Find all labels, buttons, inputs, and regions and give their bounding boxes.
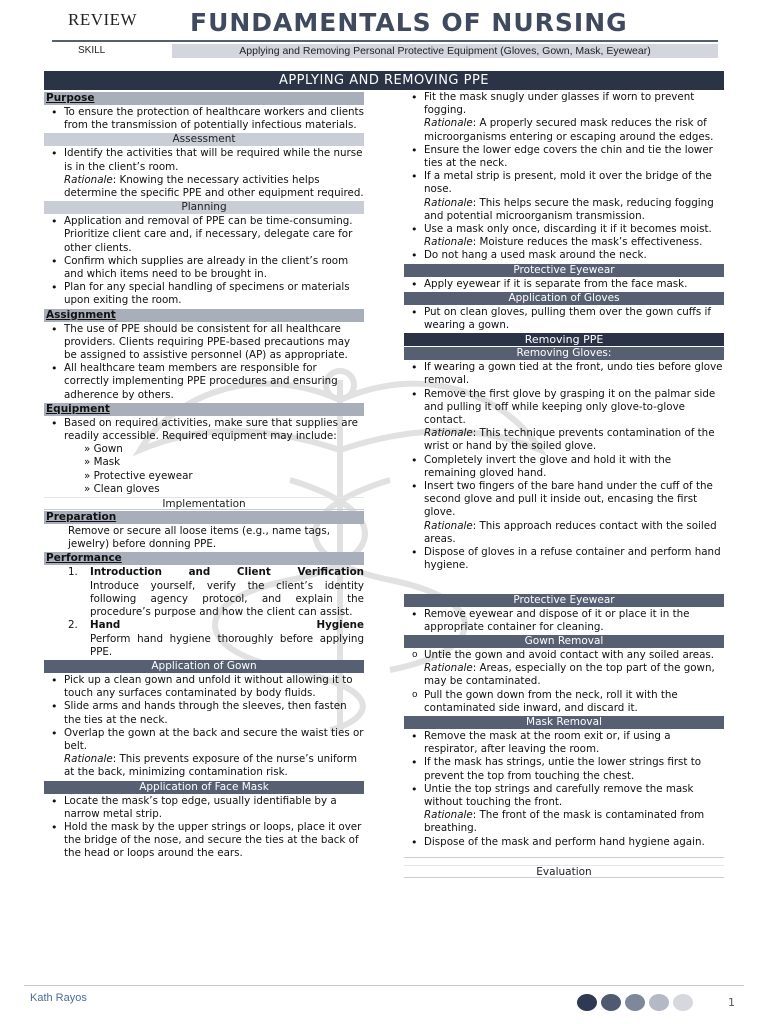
mask-item: • Hold the mask by the upper strings or loops, place it over the bridge of the nose, and secure the ties at the back of the head or loops around the ears. — [64, 821, 364, 861]
rationale-text: : This helps secure the mask, reducing fogging and potential microorganism transmission. — [424, 196, 714, 222]
eyewear-removal-heading: Protective Eyewear — [404, 594, 724, 607]
rationale-text: : This technique prevents contamination of the wrist or hand by the soiled glove. — [424, 427, 715, 453]
assignment-item: • All healthcare team members are responsible for correctly implementing PPE procedures and ensuring adherence by others. — [64, 362, 364, 402]
glove-removal-item — [424, 388, 724, 454]
eyewear-removal-item: • Remove eyewear and dispose of it or place it in the appropriate container for cleaning. — [424, 608, 724, 634]
step-heading-word: Introduction — [90, 566, 162, 579]
footer-divider — [24, 985, 744, 986]
rationale-label: Rationale — [424, 196, 473, 209]
removing-gloves-heading: Removing Gloves: — [404, 347, 724, 360]
mask-item — [424, 170, 724, 223]
planning-heading: Planning — [44, 201, 364, 214]
gloves-item: • Put on clean gloves, pulling them over the gown cuffs if wearing a gown. — [424, 306, 724, 332]
gown-item — [64, 727, 364, 780]
mask-item: • Ensure the lower edge covers the chin and tie the lower ties at the neck. — [424, 144, 724, 170]
rationale-label: Rationale — [424, 809, 473, 822]
rationale-label: Rationale — [424, 427, 473, 440]
item-text: Remove the first glove by grasping it on the palmar side and pulling it off while keeping only glove-to-glove contact. — [424, 387, 716, 427]
eyewear-heading: Protective Eyewear — [404, 264, 724, 277]
glove-removal-item: • Dispose of gloves in a refuse container and perform hand hygiene. — [424, 546, 724, 572]
dot-icon — [625, 994, 645, 1011]
mask-item: • Do not hang a used mask around the neck. — [424, 249, 724, 262]
planning-item: • Application and removal of PPE can be time-consuming. Prioritize client care and, if necessary, delegate care for other clients. — [64, 215, 364, 255]
performance-heading: Performance — [44, 552, 364, 565]
equipment-sub-item: » Mask — [84, 456, 364, 469]
rationale-text: : Knowing the necessary activities helps determine the specific PPE and other equipment required. — [64, 173, 364, 200]
gown-removal-item — [424, 649, 724, 689]
section-title: APPLYING AND REMOVING PPE — [44, 71, 724, 90]
step-text: Perform hand hygiene thoroughly before applying PPE. — [90, 632, 364, 658]
preparation-heading: Preparation — [44, 511, 364, 524]
author-name: Kath Rayos — [30, 992, 87, 1004]
step-heading-word: Verification — [297, 566, 364, 579]
skill-value: Applying and Removing Personal Protective Equipment (Gloves, Gown, Mask, Eyewear) — [172, 44, 718, 58]
purpose-heading: Purpose — [44, 92, 364, 105]
planning-item: • Plan for any special handling of specimens or materials upon exiting the room. — [64, 281, 364, 307]
assessment-text: Identify the activities that will be required while the nurse is in the client’s room. — [64, 147, 363, 173]
rationale-label: Rationale — [424, 519, 473, 532]
item-text: Insert two fingers of the bare hand under the cuff of the second glove and pull it inside out, encasing the first glove. — [424, 480, 713, 519]
assessment-item — [64, 147, 364, 200]
glove-removal-item: • If wearing a gown tied at the front, undo ties before glove removal. — [424, 361, 724, 387]
decorative-dots — [577, 994, 693, 1011]
rationale-label: Rationale — [64, 173, 113, 186]
step-heading — [90, 619, 364, 632]
step-text: Introduce yourself, verify the client’s identity following agency protocol, and explain the procedure’s purpose and how the client can assist. — [90, 579, 364, 619]
gloves-heading: Application of Gloves — [404, 292, 724, 305]
assignment-heading: Assignment — [44, 309, 364, 322]
mask-removal-item — [424, 783, 724, 836]
glove-removal-item — [424, 480, 724, 546]
item-text: Use a mask only once, discarding it if it becomes moist. — [424, 223, 712, 236]
step-number: 1. — [68, 566, 78, 579]
rationale-text: : A properly secured mask reduces the risk of microorganisms entering or escaping around the edges. — [424, 117, 714, 143]
step-heading-word: Hygiene — [316, 619, 364, 632]
dot-icon — [649, 994, 669, 1011]
performance-step — [68, 619, 364, 659]
planning-item: • Confirm which supplies are already in the client’s room and which items need to be brought in. — [64, 255, 364, 281]
dot-icon — [601, 994, 621, 1011]
mask-item — [424, 223, 724, 249]
title-divider — [52, 40, 718, 42]
eyewear-item: • Apply eyewear if it is separate from the face mask. — [424, 278, 724, 291]
equipment-sub-item: » Clean gloves — [84, 483, 364, 496]
preparation-text: Remove or secure all loose items (e.g., name tags, jewelry) before donning PPE. — [68, 525, 330, 551]
step-heading-word: Client — [236, 566, 271, 579]
equipment-text: Based on required activities, make sure that supplies are readily accessible. Required equipment may include: — [64, 416, 358, 443]
rationale-text: : Areas, especially on the top part of the gown, may be contaminated. — [424, 662, 715, 688]
gown-item: • Slide arms and hands through the sleeves, then fasten the ties at the neck. — [64, 700, 364, 726]
gown-item: • Pick up a clean gown and unfold it without allowing it to touch any surfaces contaminated by body fluids. — [64, 674, 364, 700]
right-column — [404, 91, 724, 879]
step-heading-word: Hand — [90, 619, 121, 632]
equipment-sub-item: » Gown — [84, 443, 364, 456]
rationale-text: : The front of the mask is contaminated from breathing. — [424, 809, 705, 835]
evaluation-heading: Evaluation — [404, 865, 724, 878]
mask-item — [424, 91, 724, 144]
skill-row — [52, 44, 718, 58]
item-text: Untie the gown and avoid contact with any soiled areas. — [424, 648, 715, 661]
step-heading-word: and — [188, 566, 211, 579]
mask-item: • Locate the mask’s top edge, usually identifiable by a narrow metal strip. — [64, 795, 364, 821]
rationale-label: Rationale — [424, 236, 473, 249]
assessment-heading: Assessment — [44, 133, 364, 146]
step-heading — [90, 566, 364, 579]
equipment-item — [64, 417, 364, 496]
gown-removal-item: o Pull the gown down from the neck, roll it with the contaminated side inward, and discard it. — [424, 689, 724, 715]
gown-removal-heading: Gown Removal — [404, 635, 724, 648]
rationale-label: Rationale — [64, 753, 113, 766]
implementation-heading: Implementation — [44, 497, 364, 510]
equipment-sub-item: » Protective eyewear — [84, 470, 364, 483]
left-column — [44, 91, 364, 861]
item-text: Fit the mask snugly under glasses if worn to prevent fogging. — [424, 91, 695, 117]
removing-ppe-heading: Removing PPE — [404, 333, 724, 346]
rationale-text: : Moisture reduces the mask’s effectiveness. — [472, 236, 703, 249]
rationale-text: : This approach reduces contact with the soiled areas. — [424, 519, 717, 545]
page-title: FUNDAMENTALS OF NURSING — [190, 8, 628, 37]
face-mask-heading: Application of Face Mask — [44, 781, 364, 794]
page-number: 1 — [728, 996, 735, 1009]
rationale-label: Rationale — [424, 662, 473, 675]
mask-removal-item: • Dispose of the mask and perform hand hygiene again. — [424, 836, 724, 849]
mask-removal-heading: Mask Removal — [404, 716, 724, 729]
rationale-label: Rationale — [424, 117, 473, 130]
mask-removal-item: • If the mask has strings, untie the lower strings first to prevent the top from touching the chest. — [424, 756, 724, 782]
step-number: 2. — [68, 619, 78, 632]
review-label: REVIEW — [68, 10, 138, 29]
skill-label: SKILL — [78, 45, 106, 56]
item-text: Untie the top strings and carefully remove the mask without touching the front. — [424, 782, 694, 808]
glove-removal-item: • Completely invert the glove and hold it with the remaining gloved hand. — [424, 454, 724, 480]
dot-icon — [577, 994, 597, 1011]
equipment-heading: Equipment — [44, 403, 364, 416]
mask-removal-item: • Remove the mask at the room exit or, if using a respirator, after leaving the room. — [424, 730, 724, 756]
rationale-text: : This prevents exposure of the nurse’s uniform at the back, minimizing contamination risk. — [64, 753, 358, 779]
purpose-item: • To ensure the protection of healthcare workers and clients from the transmission of potentially infectious materials. — [64, 106, 364, 132]
assignment-item: • The use of PPE should be consistent for all healthcare providers. Clients requiring PPE-based precautions may be assigned to assistive personnel (AP) as appropriate. — [64, 323, 364, 363]
performance-step — [68, 566, 364, 619]
gown-heading: Application of Gown — [44, 660, 364, 673]
gown-text: Overlap the gown at the back and secure the waist ties or belt. — [64, 726, 364, 752]
dot-icon — [673, 994, 693, 1011]
item-text: If a metal strip is present, mold it over the bridge of the nose. — [424, 170, 712, 196]
